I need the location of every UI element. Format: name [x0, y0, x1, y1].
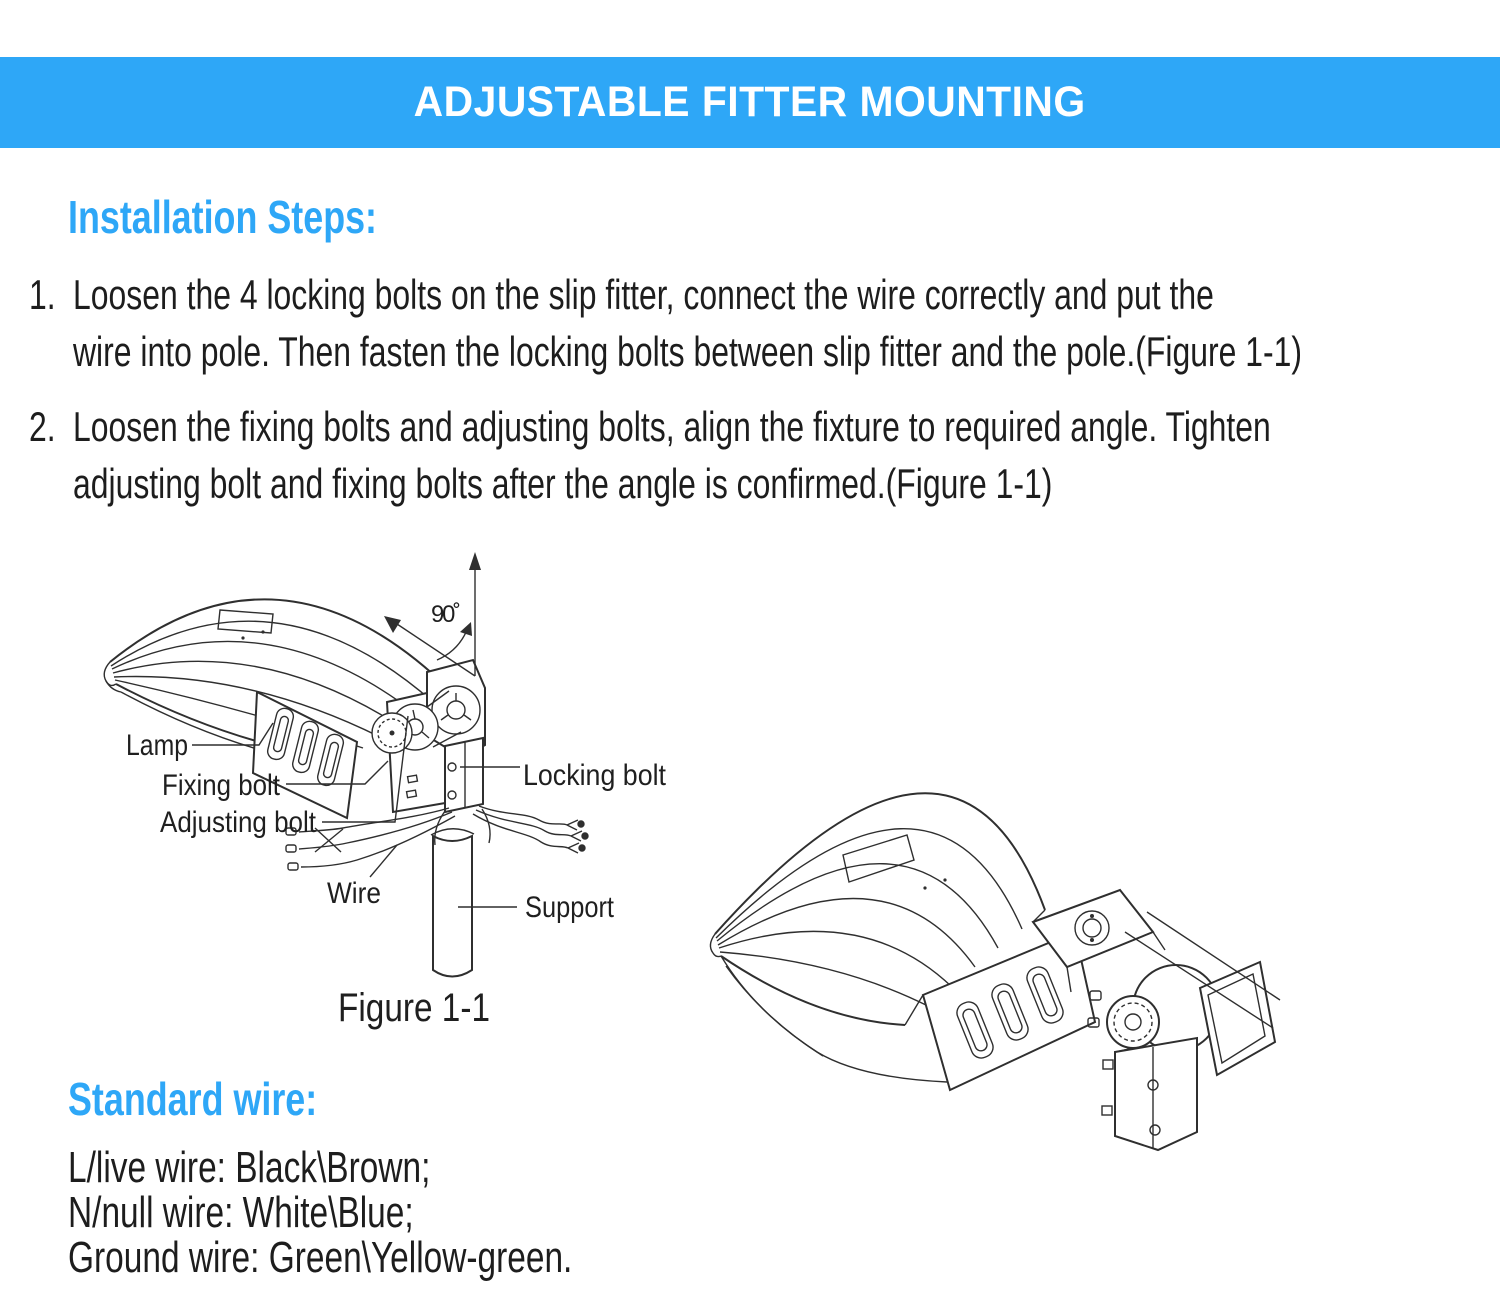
- fixture-perspective-drawing: [695, 760, 1295, 1160]
- support-pole-drawing: [433, 836, 472, 977]
- slip-fitter-arm: [445, 738, 483, 812]
- angle-value-label: 90˚: [431, 601, 461, 628]
- slip-fitter-arm-right: [1115, 1038, 1197, 1150]
- standard-wire-heading: Standard wire:: [68, 1073, 318, 1125]
- title-banner: [0, 57, 1500, 148]
- null-wire-line: N/null wire: White\Blue;: [68, 1188, 414, 1237]
- step-2-line-2: adjusting bolt and fixing bolts after the angle is confirmed.(Figure 1-1): [73, 460, 1053, 507]
- wire-color-list: [68, 1145, 732, 1280]
- step-1-number: 1.: [29, 271, 56, 318]
- label-support: Support: [525, 891, 615, 924]
- page-title: ADJUSTABLE FITTER MOUNTING: [414, 78, 1086, 126]
- live-wire-line: L/live wire: Black\Brown;: [68, 1143, 431, 1192]
- step-1-line-1: Loosen the 4 locking bolts on the slip fitter, connect the wire correctly and put the: [73, 271, 1214, 318]
- step-2-line-1: Loosen the fixing bolts and adjusting bolts, align the fixture to required angle. Tighten: [73, 403, 1271, 450]
- label-wire: Wire: [327, 877, 381, 910]
- step-2: [29, 398, 1500, 512]
- step-2-number: 2.: [29, 403, 56, 450]
- installation-steps-heading: Installation Steps:: [68, 191, 378, 243]
- ground-wire-line: Ground wire: Green\Yellow-green.: [68, 1233, 573, 1282]
- label-locking-bolt: Locking bolt: [523, 759, 667, 792]
- up-arrow-icon: [469, 552, 481, 570]
- adjusting-knob: [1107, 996, 1159, 1048]
- step-1: [29, 266, 1500, 380]
- mounting-bracket-drawing: [372, 660, 485, 812]
- figure-caption: Figure 1-1: [338, 986, 490, 1030]
- angle-annotation: [384, 552, 481, 676]
- step-1-line-2: wire into pole. Then fasten the locking bolts between slip fitter and the pole.(Figure 1-1): [73, 328, 1303, 375]
- figure-1-1-drawing: [75, 540, 695, 1040]
- label-adjusting-bolt: Adjusting bolt: [160, 806, 317, 839]
- label-fixing-bolt: Fixing bolt: [162, 769, 281, 802]
- label-lamp: Lamp: [126, 729, 188, 762]
